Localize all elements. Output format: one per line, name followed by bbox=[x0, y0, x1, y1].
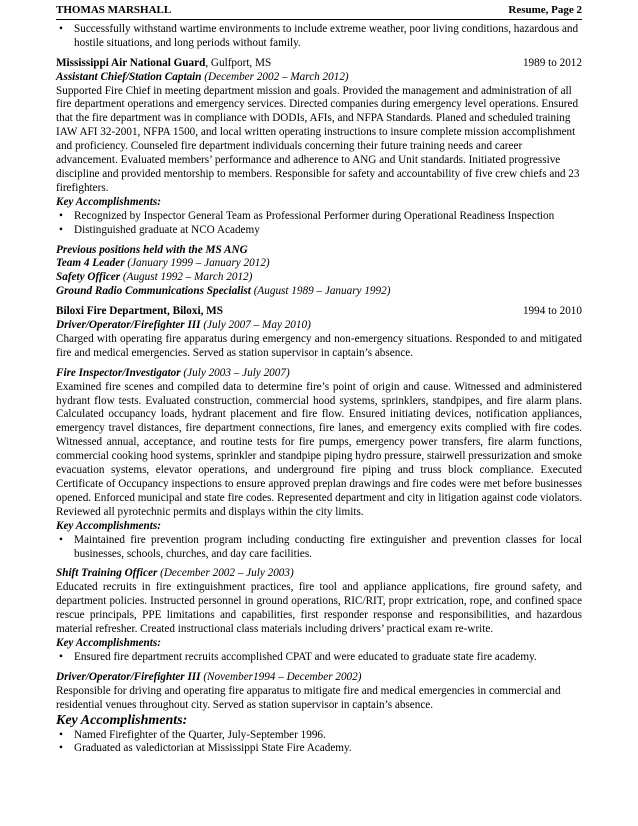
inspector-key-accomplishments-list bbox=[56, 534, 582, 562]
biloxi-section bbox=[56, 305, 582, 361]
ang-heading-row bbox=[56, 57, 582, 71]
ang-position-title: Assistant Chief/Station Captain bbox=[56, 70, 202, 83]
driver-early-dates: (November1994 – December 2002) bbox=[203, 670, 362, 683]
previous-position-title: Ground Radio Communications Specialist bbox=[56, 285, 251, 298]
list-item: • Successfully withstand wartime environments to include extreme weather, poor living conditions, hazardous and hostile situations, and long periods without family. bbox=[56, 23, 582, 51]
driver-early-section bbox=[56, 671, 582, 757]
training-section bbox=[56, 567, 582, 664]
carryover-bullet-list bbox=[56, 23, 582, 51]
ang-key-accomplishments-label: Key Accomplishments: bbox=[56, 195, 161, 208]
training-key-accomplishments-label: Key Accomplishments: bbox=[56, 636, 161, 649]
ang-key-accomplishments-list bbox=[56, 210, 582, 238]
training-dates: (December 2002 – July 2003) bbox=[160, 567, 294, 580]
previous-position-title: Team 4 Leader bbox=[56, 257, 125, 270]
previous-position-item bbox=[56, 257, 582, 271]
driver-position bbox=[56, 319, 582, 333]
previous-position-item bbox=[56, 271, 582, 285]
previous-position-item bbox=[56, 285, 582, 299]
ang-location: , Gulfport, MS bbox=[205, 56, 272, 69]
inspector-title: Fire Inspector/Investigator bbox=[56, 366, 181, 379]
list-item: • Recognized by Inspector General Team as Professional Performer during Operational Readiness Inspection bbox=[56, 210, 582, 224]
list-item: • Maintained fire prevention program including conducting fire extinguisher and prevention classes for local businesses, schools, churches, and day care facilities. bbox=[56, 534, 582, 562]
ang-section bbox=[56, 57, 582, 238]
biloxi-heading-row bbox=[56, 305, 582, 319]
driver-early-description: Responsible for driving and operating fire apparatus to mitigate fire and medical emergencies in commercial and residential venues throughout city. Served as station supervisor in captain’s absence. bbox=[56, 684, 561, 711]
driver-early-position bbox=[56, 671, 582, 685]
driver-early-key-accomplishments-list bbox=[56, 729, 582, 757]
biloxi-org-name: Biloxi Fire Department, Biloxi, MS bbox=[56, 305, 223, 318]
inspector-description: Examined fire scenes and compiled data to determine fire’s point of origin and cause. Witnessed and administered hydrant flow tests. Evaluated construction, commercial hood systems, sprinklers, standpipes, and fire alarm plans. Calculated occupancy loads, hydrant placement and fire flow. Ensured initiating devices, notification appliances, emergency travel distances, fire department connections, fire lanes, and emergency exits complied with fire codes. Witnessed annual, acceptance, and routine tests for fire pumps, emergency power transfers, fire alarm functions, commercial cooking hood systems, sprinkler and standpipe piping hydro pressure, stairwell pressurization and smoke evacuation systems, elevator operations, and underground fire piping and truss block compliance. Executed Certificate of Occupancy inspections to ensure approved preplan drawings and fire codes were met before businesses opened. Enforced municipal and state fire codes. Represented department and city in litigation against code violators. Reviewed all pyrotechnic permits and displays within the city limits. bbox=[56, 380, 583, 518]
training-title: Shift Training Officer bbox=[56, 567, 158, 580]
training-key-accomplishments-list bbox=[56, 651, 582, 665]
previous-positions-heading: Previous positions held with the MS ANG bbox=[56, 243, 248, 256]
header-name: THOMAS MARSHALL bbox=[56, 4, 172, 16]
inspector-dates: (July 2003 – July 2007) bbox=[183, 366, 290, 379]
training-description: Educated recruits in fire extinguishment practices, fire tool and appliance applications, fire ground safety, and department policies. Instructed personnel in ground operations, RIC/RIT, propr extrication, rope, and confined space rescue principals, PPE limitations and capabilities, first responder response and responsibilities, and hazardous material refresher. Created instructional class materials including drivers’ practical exam re-write. bbox=[56, 581, 582, 636]
training-position bbox=[56, 567, 582, 581]
driver-early-title: Driver/Operator/Firefighter III bbox=[56, 670, 201, 683]
previous-position-title: Safety Officer bbox=[56, 271, 121, 284]
previous-position-dates: (August 1992 – March 2012) bbox=[122, 271, 253, 284]
ang-position bbox=[56, 71, 582, 85]
ang-employer bbox=[56, 57, 271, 71]
inspector-section bbox=[56, 367, 582, 562]
driver-early-key-accomplishments-label: Key Accomplishments: bbox=[56, 712, 188, 728]
inspector-key-accomplishments-label: Key Accomplishments: bbox=[56, 519, 161, 532]
ang-position-dates: (December 2002 – March 2012) bbox=[204, 70, 349, 83]
ang-description: Supported Fire Chief in meeting department mission and goals. Provided the management and administration of all fire department operations and emergency services. Directed companies during emergency level operations. Ensured that the fire department was in compliance with DODIs, AFIs, and NFPA Standards. Planed and scheduled training IAW AFI 32-2001, NFPA 1500, and local written operating instructions to insure complete mission accomplishment and proficiency. Counseled fire department individuals concerning their future training needs and career advancement. Evaluated members’ performance and adherence to ANG and Unit standards. Initiated progressive discipline and provided mentorship to members. Responsible for safety and accountability of five crew chiefs and 23 firefighters. bbox=[56, 84, 580, 194]
list-item: • Ensured fire department recruits accomplished CPAT and were educated to graduate state fire academy. bbox=[56, 651, 582, 665]
list-item: • Named Firefighter of the Quarter, July-September 1996. bbox=[56, 729, 582, 743]
list-item: • Distinguished graduate at NCO Academy bbox=[56, 224, 582, 238]
ang-years: 1989 to 2012 bbox=[522, 56, 582, 69]
previous-position-dates: (January 1999 – January 2012) bbox=[127, 257, 270, 270]
biloxi-years: 1994 to 2010 bbox=[522, 305, 582, 318]
header-page-number: Resume, Page 2 bbox=[508, 4, 582, 16]
ang-org-name: Mississippi Air National Guard bbox=[56, 56, 206, 69]
inspector-position bbox=[56, 367, 582, 381]
page-header bbox=[56, 4, 582, 20]
driver-description: Charged with operating fire apparatus during emergency and non-emergency situations. Responded to and mitigated fire and medical emergencies. Served as station supervisor in captain’s absence. bbox=[56, 332, 582, 359]
previous-position-dates: (August 1989 – January 1992) bbox=[253, 285, 391, 298]
driver-title: Driver/Operator/Firefighter III bbox=[56, 319, 201, 332]
previous-positions bbox=[56, 244, 582, 300]
driver-dates: (July 2007 – May 2010) bbox=[203, 319, 311, 332]
list-item: • Graduated as valedictorian at Mississippi State Fire Academy. bbox=[56, 742, 582, 756]
